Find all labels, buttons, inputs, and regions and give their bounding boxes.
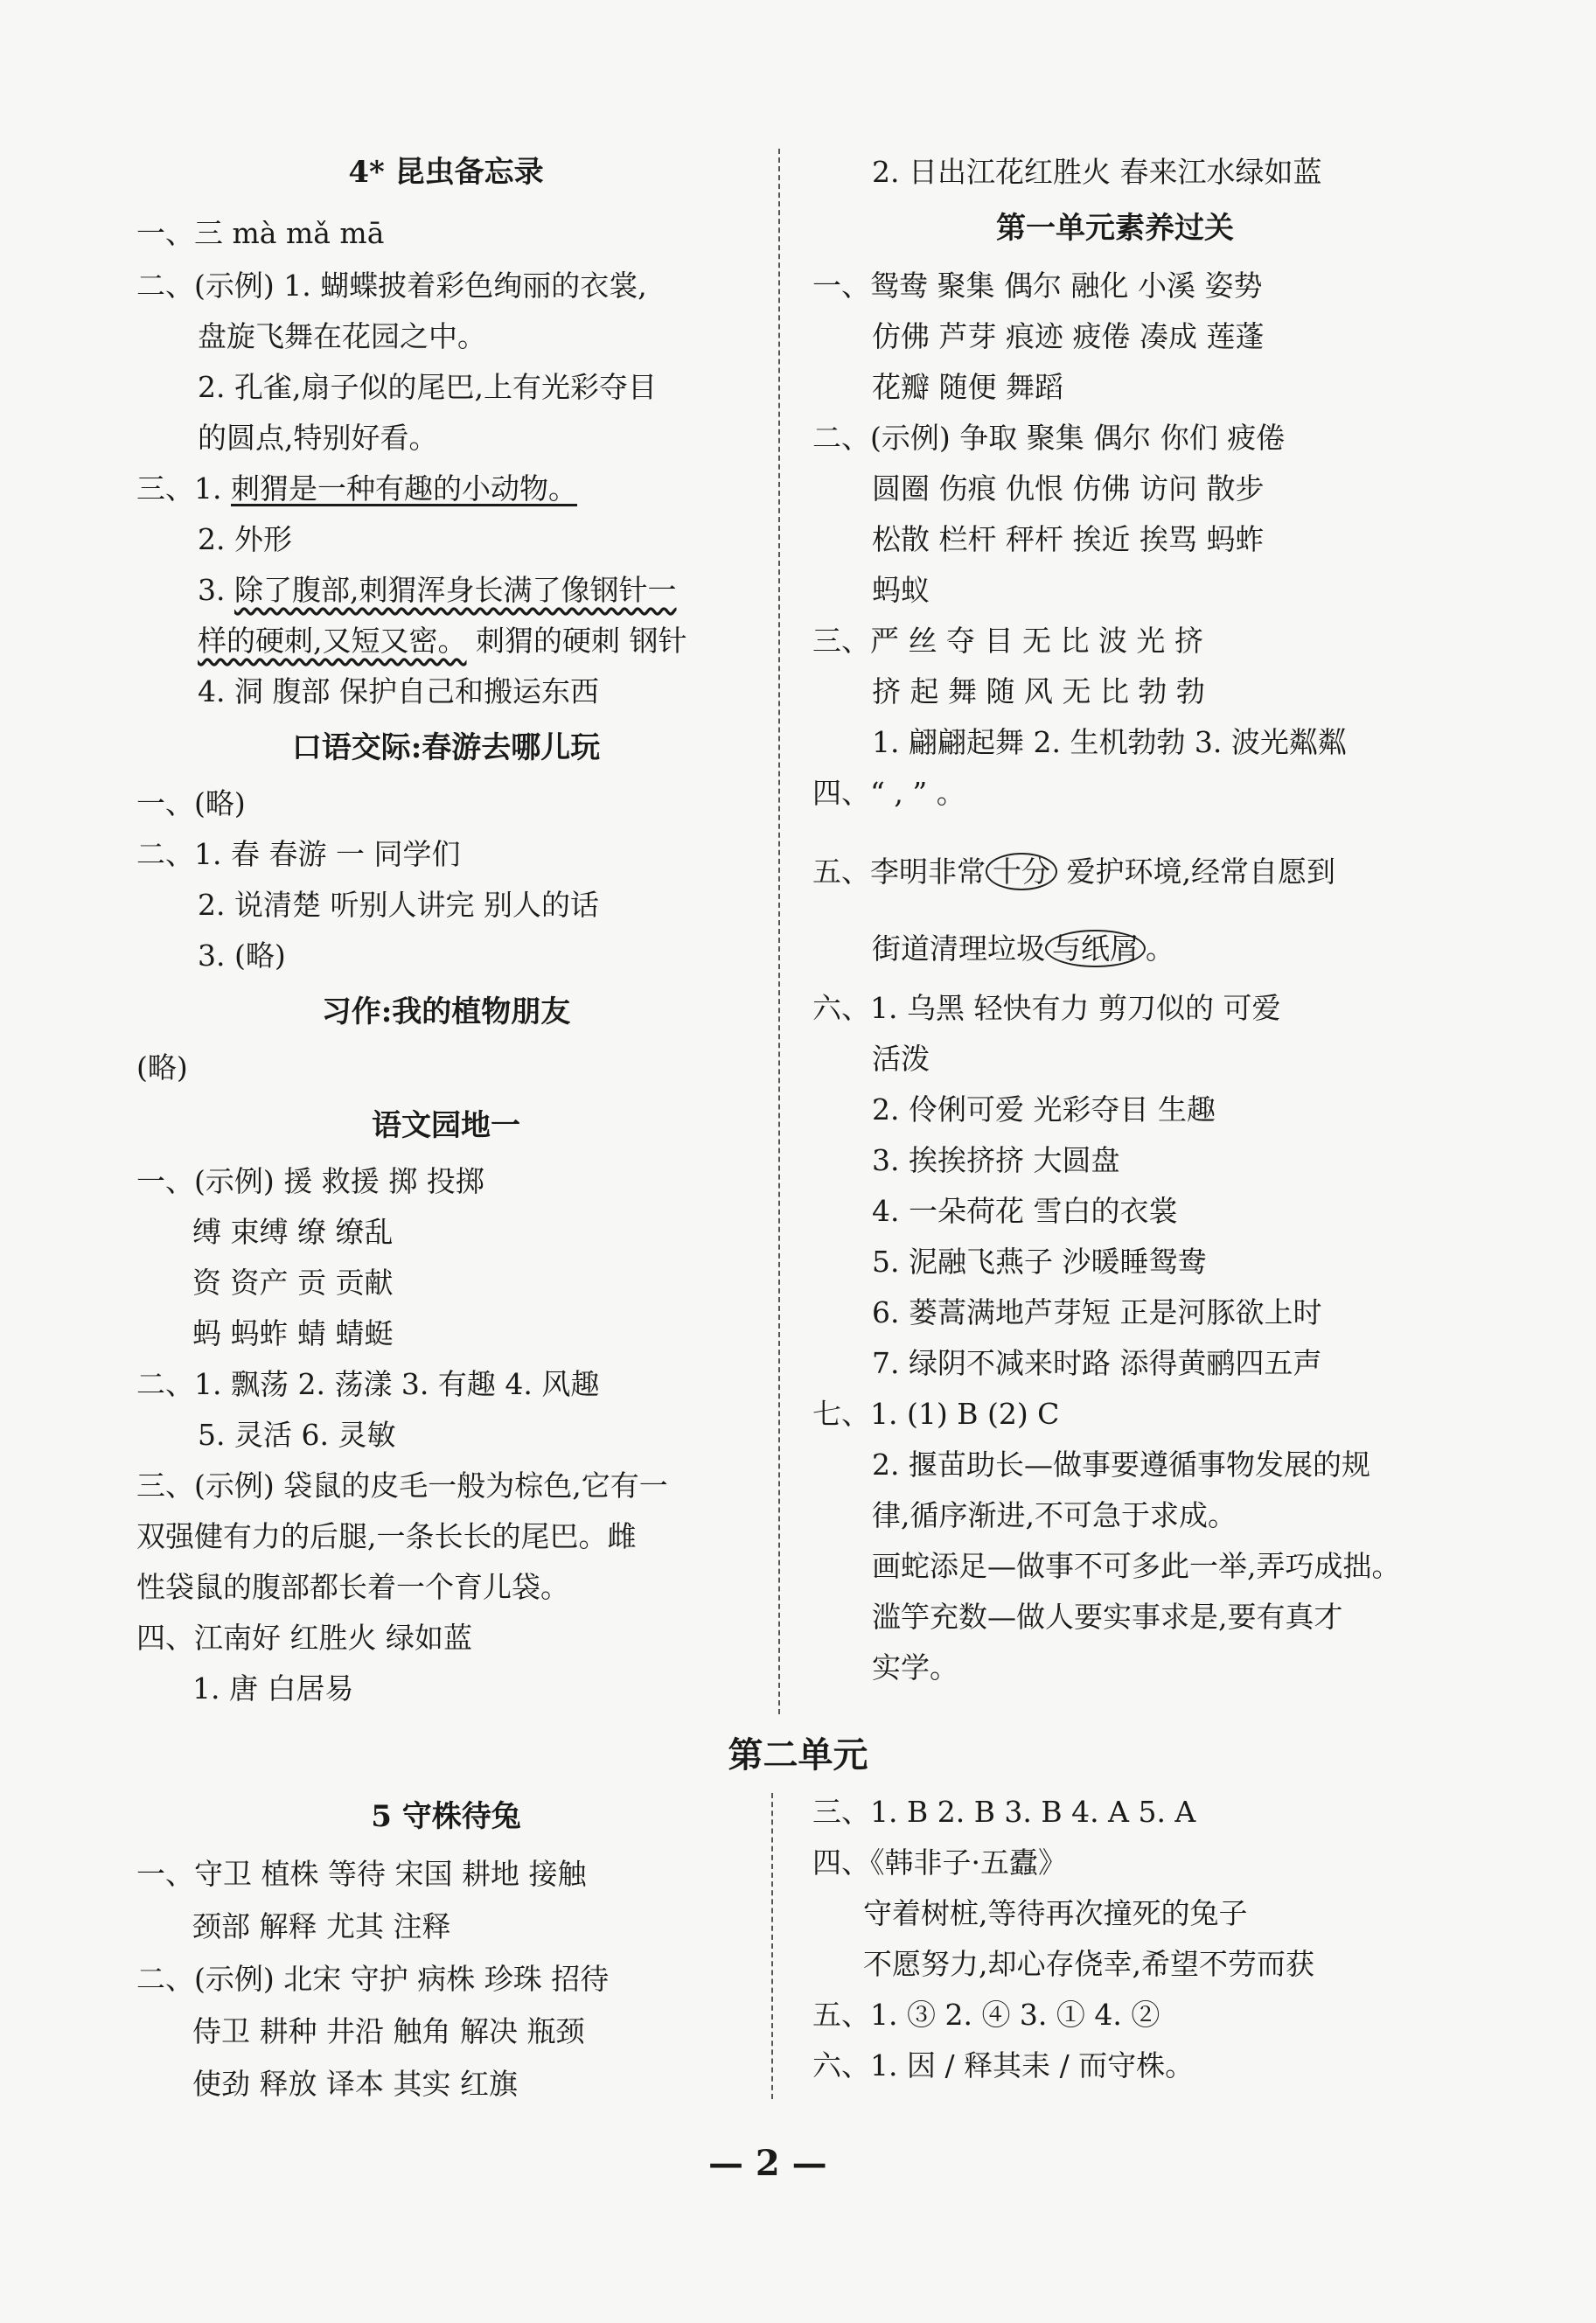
- u1-q2a: 二、(示例) 争取 聚集 偶尔 你们 疲倦: [812, 421, 1286, 455]
- l4-q3-4: 4. 洞 腹部 保护自己和搬运东西: [198, 674, 599, 708]
- u1-q6h: 7. 绿阴不减来时路 添得黄鹂四五声: [872, 1346, 1322, 1380]
- oral-title: 口语交际:春游去哪儿玩: [291, 730, 601, 765]
- u1-q7f: 实学。: [872, 1650, 958, 1685]
- unit1-title: 第一单元素养过关: [996, 211, 1234, 246]
- r-q3: 三、1. B 2. B 3. B 4. A 5. A: [812, 1795, 1196, 1829]
- unit2-title: 第二单元: [728, 1734, 868, 1775]
- garden-title: 语文园地一: [372, 1108, 520, 1143]
- g-q1d: 蚂 蚂蚱 蜻 蜻蜓: [192, 1316, 394, 1350]
- g-q3b: 双强健有力的后腿,一条长长的尾巴。雌: [136, 1519, 637, 1553]
- u1-q5-line2: [872, 930, 1174, 968]
- column-divider-top: [778, 149, 780, 1714]
- u1-q6f: 5. 泥融飞燕子 沙暖睡鸳鸯: [872, 1245, 1207, 1279]
- l4-q3-1: 刺猬是一种有趣的小动物。: [231, 471, 577, 506]
- u1-q1b: 仿佛 芦芽 痕迹 疲倦 凑成 莲蓬: [872, 319, 1265, 353]
- l4-q3-2: 2. 外形: [198, 522, 292, 556]
- u1-q3b: 挤 起 舞 随 风 无 比 勃 勃: [872, 674, 1205, 708]
- l5-q2c: 使劲 释放 译本 其实 红旗: [192, 2067, 518, 2101]
- writing-title: 习作:我的植物朋友: [321, 994, 571, 1029]
- u1-q3a: 三、严 丝 夺 目 无 比 波 光 挤: [812, 624, 1203, 658]
- r-q5: 五、1. ③ 2. ④ 3. ① 4. ②: [812, 1998, 1160, 2032]
- u1-q7b: 2. 揠苗助长—做事要遵循事物发展的规: [872, 1448, 1370, 1482]
- l5-q1b: 颈部 解释 尤其 注释: [192, 1909, 451, 1943]
- u1-q1a: 一、鸳鸯 聚集 偶尔 融化 小溪 姿势: [812, 269, 1263, 303]
- l5-q1a: 一、守卫 植株 等待 宋国 耕地 接触: [136, 1857, 587, 1891]
- u1-q6c: 2. 伶俐可爱 光彩夺目 生趣: [872, 1092, 1216, 1127]
- g-q4a: 四、江南好 红胜火 绿如蓝: [136, 1621, 472, 1655]
- u1-q4: 四、“ , ” 。: [812, 776, 965, 810]
- oral-q1: 一、(略): [136, 786, 246, 820]
- u1-q7e: 滥竽充数—做人要实事求是,要有真才: [872, 1600, 1343, 1634]
- oral-q2b: 2. 说清楚 听别人讲完 别人的话: [198, 888, 599, 922]
- g-q1b: 缚 束缚 缭 缭乱: [192, 1215, 394, 1249]
- l4-q3-3b: 样的硬刺,又短又密。: [198, 624, 467, 658]
- oral-q2c: 3. (略): [198, 938, 286, 973]
- oral-q2a: 二、1. 春 春游 一 同学们: [136, 837, 461, 871]
- g-q3a: 三、(示例) 袋鼠的皮毛一般为棕色,它有一: [136, 1468, 668, 1503]
- u1-q5-circled-2: 与纸屑: [1045, 930, 1146, 967]
- g-q2a: 二、1. 飘荡 2. 荡漾 3. 有趣 4. 风趣: [136, 1367, 600, 1401]
- lesson4-title: 4* 昆虫备忘录: [348, 155, 544, 190]
- l4-q3-3a-line: [198, 571, 677, 610]
- u1-q5b-post: 。: [1146, 931, 1174, 966]
- l4-q2d: 的圆点,特别好看。: [198, 421, 438, 455]
- u1-q7c: 律,循序渐进,不可急于求成。: [872, 1498, 1237, 1532]
- l4-q3-prefix: 三、1.: [136, 471, 222, 506]
- u1-q3c: 1. 翩翩起舞 2. 生机勃勃 3. 波光粼粼: [872, 725, 1347, 759]
- g-q2b: 5. 灵活 6. 灵敏: [198, 1418, 396, 1452]
- u1-q2b: 圆圈 伤痕 仇恨 仿佛 访问 散步: [872, 471, 1265, 506]
- l4-q1: 一、三 mà mǎ mā: [136, 216, 385, 250]
- r-q4a: 四、《韩非子·五蠹》: [812, 1845, 1067, 1880]
- g-q3c: 性袋鼠的腹部都长着一个育儿袋。: [136, 1570, 569, 1604]
- l4-q3-3a: 除了腹部,刺猬浑身长满了像钢针一: [234, 573, 677, 607]
- u1-q1c: 花瓣 随便 舞蹈: [872, 370, 1063, 404]
- l4-q3-3-prefix: 3.: [198, 573, 226, 607]
- l4-q2c: 2. 孔雀,扇子似的尾巴,上有光彩夺目: [198, 370, 657, 404]
- u1-q6a: 六、1. 乌黑 轻快有力 剪刀似的 可爱: [812, 991, 1281, 1025]
- u1-q7a: 七、1. (1) B (2) C: [812, 1397, 1060, 1431]
- u1-q5-line1: [812, 853, 1335, 891]
- u1-q2c: 松散 栏杆 秤杆 挨近 挨骂 蚂蚱: [872, 522, 1265, 556]
- u1-q5-circled-1: 十分: [986, 853, 1057, 890]
- u1-q6d: 3. 挨挨挤挤 大圆盘: [872, 1143, 1120, 1177]
- l4-q2b: 盘旋飞舞在花园之中。: [198, 319, 486, 353]
- u1-q2d: 蚂蚁: [872, 573, 930, 607]
- l4-q3-3c: 刺猬的硬刺 钢针: [466, 624, 687, 658]
- u1-q7d: 画蛇添足—做事不可多此一举,弄巧成拙。: [872, 1549, 1401, 1583]
- g-q4b: 1. 唐 白居易: [192, 1671, 354, 1706]
- u1-q5-pre: 五、李明非常: [812, 855, 986, 889]
- l5-q2b: 侍卫 耕种 井沿 触角 解决 瓶颈: [192, 2014, 585, 2048]
- u1-q6g: 6. 蒌蒿满地芦芽短 正是河豚欲上时: [872, 1295, 1322, 1329]
- u1-q5-post: 爱护环境,经常自愿到: [1057, 855, 1335, 889]
- g-q1a: 一、(示例) 援 救援 掷 投掷: [136, 1164, 484, 1198]
- r-line1: 2. 日出江花红胜火 春来江水绿如蓝: [872, 155, 1322, 189]
- writing-body: (略): [136, 1050, 188, 1085]
- lesson5-title: 5 守株待兔: [371, 1799, 521, 1834]
- l4-q2a: 二、(示例) 1. 蝴蝶披着彩色绚丽的衣裳,: [136, 269, 647, 303]
- u1-q5b-pre: 街道清理垃圾: [872, 931, 1045, 966]
- l4-q3-3b-line: [198, 622, 686, 660]
- page-number: — 2 —: [708, 2143, 827, 2184]
- r-q4b: 守着树桩,等待再次撞死的兔子: [863, 1896, 1248, 1930]
- r-q4c: 不愿努力,却心存侥幸,希望不劳而获: [863, 1947, 1314, 1981]
- l4-q3-line1: [136, 470, 577, 508]
- u1-q6e: 4. 一朵荷花 雪白的衣裳: [872, 1194, 1178, 1228]
- l5-q2a: 二、(示例) 北宋 守护 病株 珍珠 招待: [136, 1962, 610, 1996]
- u1-q6b: 活泼: [872, 1042, 930, 1076]
- column-divider-bottom: [771, 1793, 773, 2099]
- r-q6: 六、1. 因 / 释其耒 / 而守株。: [812, 2048, 1195, 2082]
- g-q1c: 资 资产 贡 贡献: [192, 1266, 394, 1300]
